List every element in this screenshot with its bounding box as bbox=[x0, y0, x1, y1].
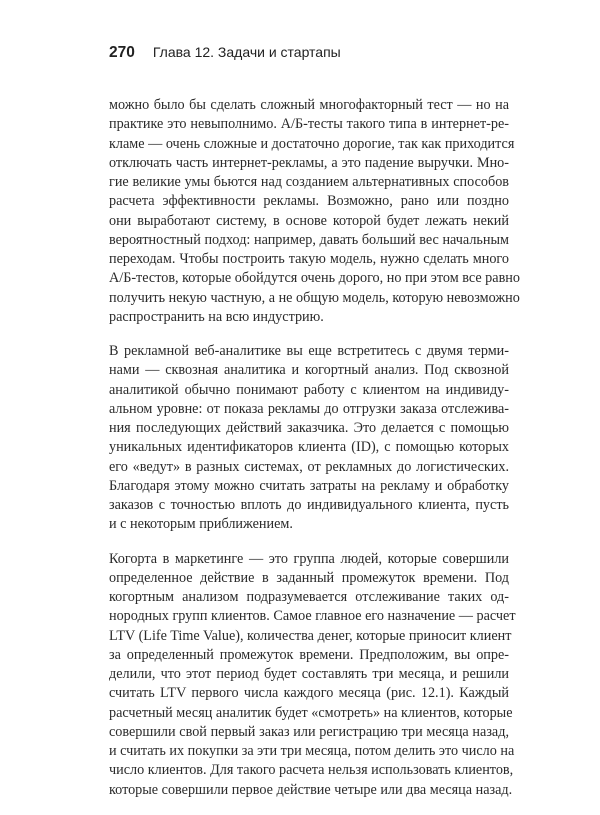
text-line: можно было бы сделать сложный многофакторный тест — но на bbox=[109, 97, 509, 113]
text-line: LTV (Life Time Value), количества денег, которые приносит клиент bbox=[109, 627, 512, 644]
text-line: гие великие умы бьются над созданием альтернативных способов bbox=[109, 174, 509, 190]
text-line: определенное действие в заданный промежуток времени. Под bbox=[109, 569, 509, 586]
text-line: делили, что этот период будет составлять три месяца, и решили bbox=[109, 666, 509, 682]
chapter-title: Глава 12. Задачи и стартапы bbox=[152, 44, 341, 60]
text-line: уникальных идентификаторов клиента (ID), с помощью которых bbox=[109, 439, 509, 456]
text-line: которые совершили первое действие четыре или два месяца назад. bbox=[109, 781, 513, 798]
text-line: ния последующих действий заказчика. Это делается с помощью bbox=[109, 420, 509, 436]
text-line: расчета эффективности рекламы. Возможно, рано или поздно bbox=[109, 193, 509, 210]
text-line: они выработают систему, в основе которой будет лежать некий bbox=[109, 212, 509, 229]
text-line: когортным анализом подразумевается отслеживание таких од- bbox=[109, 589, 509, 605]
text-line: число клиентов. Для такого расчета нельзя использовать клиентов, bbox=[109, 762, 514, 779]
text-line: кламе — очень сложные и достаточно дорогие, так как приходится bbox=[109, 135, 515, 152]
text-line: вероятностный подход: например, давать больший вес начальным bbox=[109, 231, 509, 248]
page-number: 270 bbox=[109, 44, 135, 61]
text-line: практике это невыполнимо. А/Б-тесты такого типа в интернет-ре- bbox=[109, 116, 509, 133]
text-line: за определенный промежуток времени. Предположим, вы опре- bbox=[109, 646, 509, 663]
paragraph-1 bbox=[109, 96, 520, 327]
text-line: получить некую частную, а не общую модель, которую невозможно bbox=[109, 289, 520, 306]
text-line: Благодаря этому можно считать затраты на рекламу и обработку bbox=[109, 477, 509, 494]
text-line: его «ведут» в разных системах, от рекламных до логистических. bbox=[109, 458, 509, 475]
paragraph-2 bbox=[109, 342, 509, 535]
text-line: В рекламной веб-аналитике вы еще встретитесь с двумя терми- bbox=[109, 343, 509, 359]
body-text bbox=[109, 96, 520, 815]
text-line: распространить на всю индустрию. bbox=[109, 308, 324, 325]
text-line: считать LTV первого числа каждого месяца (рис. 12.1). Каждый bbox=[109, 685, 509, 702]
text-line: аналитикой обычно понимают работу с клиентом на индивиду- bbox=[109, 381, 509, 398]
text-line: альном уровне: от показа рекламы до отгрузки заказа отслежива- bbox=[109, 400, 509, 417]
text-line: и с некоторым приближением. bbox=[109, 516, 293, 533]
text-line: совершили свой первый заказ или регистрацию три месяца назад, bbox=[109, 723, 509, 740]
text-line: расчетный месяц аналитик будет «смотреть» на клиентов, которые bbox=[109, 704, 513, 721]
text-line: нами — сквозная аналитика и когортный анализ. Под сквозной bbox=[109, 362, 509, 379]
running-header bbox=[109, 44, 341, 62]
text-line: и считать их покупки за эти три месяца, потом делить это число на bbox=[109, 743, 515, 759]
text-line: Когорта в маркетинге — это группа людей, которые совершили bbox=[109, 550, 509, 567]
paragraph-3 bbox=[109, 550, 516, 800]
text-line: заказов с точностью вплоть до индивидуального клиента, пусть bbox=[109, 497, 509, 513]
text-line: А/Б-тестов, которые обойдутся очень дорого, но при этом все равно bbox=[109, 270, 520, 287]
text-line: нородных групп клиентов. Самое главное его назначение — расчет bbox=[109, 608, 516, 625]
text-line: отключать часть интернет-рекламы, а это падение выручки. Мно- bbox=[109, 154, 509, 171]
text-line: переходам. Чтобы построить такую модель, нужно сделать много bbox=[109, 251, 509, 267]
